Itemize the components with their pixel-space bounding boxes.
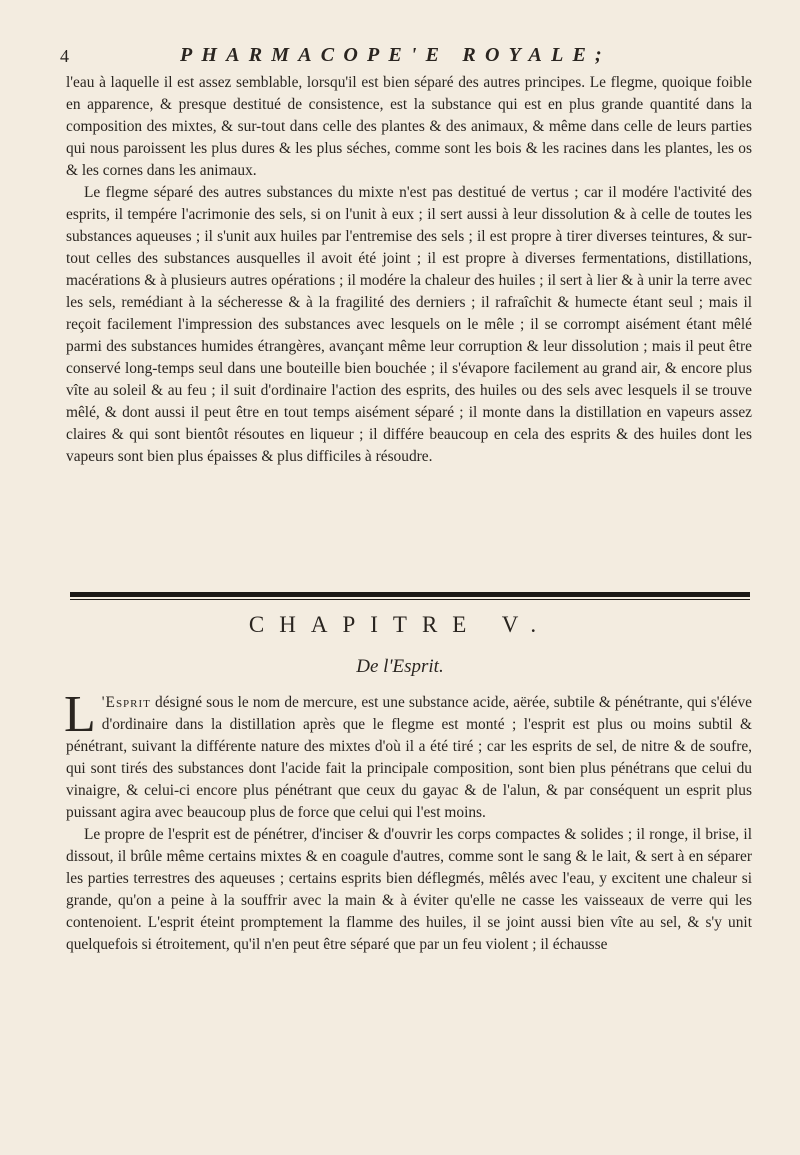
lead-word: 'Esprit [101,694,151,711]
page-number: 4 [60,46,69,66]
paragraph-flegme-vertus: Le flegme séparé des autres substances du mixte n'est pas destitué de vertus ; car il modére l'activité des esprits, il tempére l'acrimonie des sels, si on l'unit à eux ; il sert aussi à leur dissolution & à celle de toutes les substances aqueuses ; il s'unit aux huiles par l'entremise des sels ; il est propre à tirer diverses teintures, & sur-tout celles des substances ausquelles il avoit été joint ; il est propre à diverses fermentations, distillations, macérations & à plusieurs autres opérations ; il modére la chaleur des huiles ; il sert à lier & à unir la terre avec les sels, remédiant à la sécheresse & à la fragilité des derniers ; il rafraîchit & humecte étant seul ; mais il reçoit facilement l'impression des substances avec lesquels on le mêle ; il se corrompt aisément étant mêlé parmi des substances humides étrangères, avançant même leur corruption & leur dissolution ; mais il peut être conservé long-temps seul dans une bouteille bien bouchée ; il s'évapore facilement au grand air, & encore plus vîte au soleil & au feu ; il suit d'ordinaire l'action des esprits, des huiles ou des sels avec lesquels il se trouve mêlé, & dont aussi il peut être en tout temps aisément séparé ; il monte dans la distillation en vapeurs assez claires & qui sont bientôt résoutes en liqueur ; il différe beaucoup en cela des esprits & des huiles dont les vapeurs sont bien plus épaisses & plus difficiles à résoudre. [66,184,752,465]
chapter-text [64,686,752,956]
running-title: PHARMACOPE'E ROYALE; [180,44,611,66]
paragraph-esprit-definition-text: désigné sous le nom de mercure, est une substance acide, aërée, subtile & pénétrante, qui s'éléve d'ordinaire dans la distillation après que le flegme est monté ; l'esprit est plus ou moins subtil & pénétrant, suivant la différente nature des mixtes d'où il a été tiré ; car les esprits de sel, de nitre & de soufre, qui sont tirés des substances dont l'acide fait la principale composition, sont bien plus pénétrans que celui du vinaigre, & celui-ci encore plus pénétrant que ceux du gayac & de l'alun, & par conséquent un esprit plus puissant agira avec beaucoup plus de force que celui qui l'est moins. [66,694,752,821]
paragraph-esprit-propre: Le propre de l'esprit est de pénétrer, d'inciser & d'ouvrir les corps compactes & solides ; il ronge, il brise, il dissout, il brûle même certains mixtes & en coagule d'autres, comme sont le sang & le lait, & sert à en séparer les parties terrestres des aqueuses ; certains esprits bien déflegmés, mêlés avec l'eau, y excitent une chaleur si grande, qu'on a peine à la souffrir avec la main & à éviter qu'elle ne casse les vaisseaux de verre qui les contenoient. L'esprit éteint promptement la flamme des huiles, il se joint aussi bien vîte au sel, & s'y unit quelquefois si étroitement, qu'il n'en peut être séparé que par un feu violent ; il échausse [66,826,752,953]
page-header [60,40,750,70]
chapter-divider-rule [70,592,750,597]
chapter-divider-thin-rule [70,599,750,600]
chapter-title: CHAPITRE V. [248,612,552,637]
drop-cap: L [64,686,96,743]
section-top-text [66,72,752,468]
paragraph-esprit-definition [64,686,752,824]
paragraph-flegme-intro: l'eau à laquelle il est assez semblable, lorsqu'il est bien séparé des autres principes. Le flegme, quoique foible en apparence, & presque destitué de consistence, est la substance qui est en plus grande quantité dans la composition des mixtes, & sur-tout dans celle des plantes & des animaux, & même dans celle de leurs parties qui nous paroissent les plus dures & les plus séches, comme sont les bois & les racines dans les plantes, les os & les cornes dans les animaux. [66,74,752,179]
chapter-subtitle: De l'Esprit. [356,656,444,677]
